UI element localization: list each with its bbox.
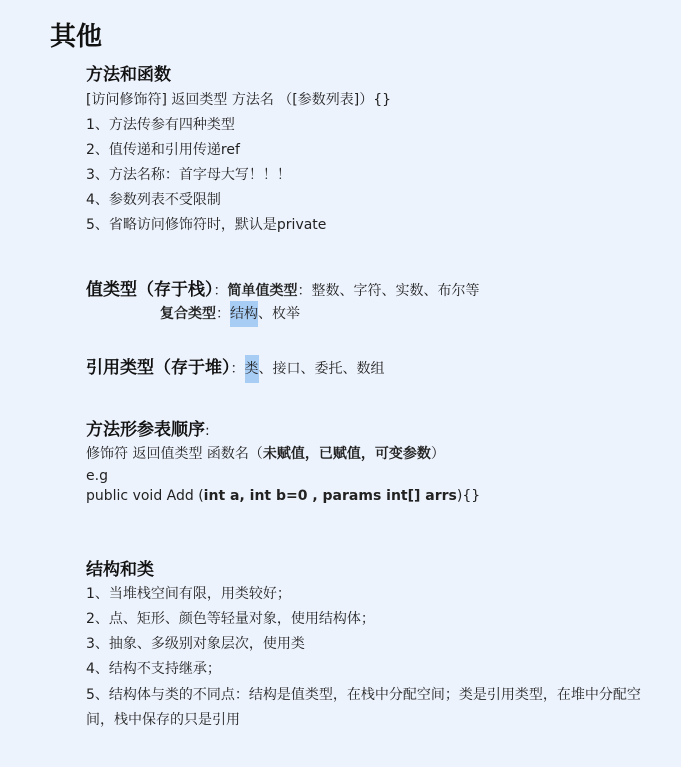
composite-rest: 、枚举 — [258, 306, 300, 322]
reference-type-line — [86, 353, 385, 383]
code-example — [86, 486, 480, 506]
reference-highlight: 类 — [245, 355, 259, 383]
methods-syntax: [访问修饰符] 返回类型 方法名 （[参数列表]）{} — [86, 92, 392, 108]
simple-type-label: 简单值类型 — [227, 283, 298, 299]
methods-heading: 方法和函数 — [86, 65, 171, 85]
list-item: 1、方法传参有四种类型 — [86, 117, 235, 133]
list-item: 间，栈中保存的只是引用 — [86, 712, 240, 728]
code-bold: int a, int b=0 , params int[] arrs — [203, 488, 457, 504]
value-type-sep: ： — [213, 283, 228, 299]
struct-class-heading: 结构和类 — [86, 560, 154, 580]
list-item: 5、结构体与类的不同点：结构是值类型，在栈中分配空间；类是引用类型，在堆中分配空 — [86, 687, 641, 703]
composite-highlight: 结构 — [230, 301, 258, 327]
simple-type-values: ：整数、字符、实数、布尔等 — [297, 283, 480, 299]
param-order-prefix: 修饰符 返回值类型 函数名（ — [86, 446, 263, 462]
list-item: 2、点、矩形、颜色等轻量对象，使用结构体； — [86, 611, 375, 627]
param-order-line — [86, 444, 445, 464]
composite-type-line — [160, 301, 300, 327]
value-type-heading: 值类型（存于栈） — [86, 280, 214, 300]
list-item: 3、方法名称：首字母大写！！！ — [86, 167, 291, 183]
list-item: 4、结构不支持继承； — [86, 661, 221, 677]
reference-type-heading: 引用类型（存于堆） — [86, 358, 231, 378]
reference-type-sep: ： — [230, 361, 245, 377]
param-order-heading: 方法形参表顺序 — [86, 420, 205, 440]
code-prefix: public void Add ( — [86, 488, 204, 504]
list-item: 5、省略访问修饰符时，默认是private — [86, 217, 327, 233]
code-suffix: ){} — [456, 488, 481, 504]
reference-rest: 、接口、委托、数组 — [258, 361, 385, 377]
page-title: 其他 — [50, 22, 103, 52]
list-item: 4、参数列表不受限制 — [86, 192, 221, 208]
list-item: 3、抽象、多级别对象层次，使用类 — [86, 636, 305, 652]
list-item: 1、当堆栈空间有限，用类较好； — [86, 586, 291, 602]
composite-type-colon: ： — [216, 306, 230, 322]
param-order-suffix: ） — [430, 446, 445, 462]
value-type-line — [86, 275, 480, 301]
param-order-colon: : — [205, 423, 210, 439]
param-order-heading-line — [86, 415, 210, 441]
eg-label: e.g — [86, 468, 108, 484]
list-item: 2、值传递和引用传递ref — [86, 142, 240, 158]
composite-type-label: 复合类型 — [160, 306, 216, 322]
param-order-bold: 未赋值，已赋值，可变参数 — [262, 446, 431, 462]
